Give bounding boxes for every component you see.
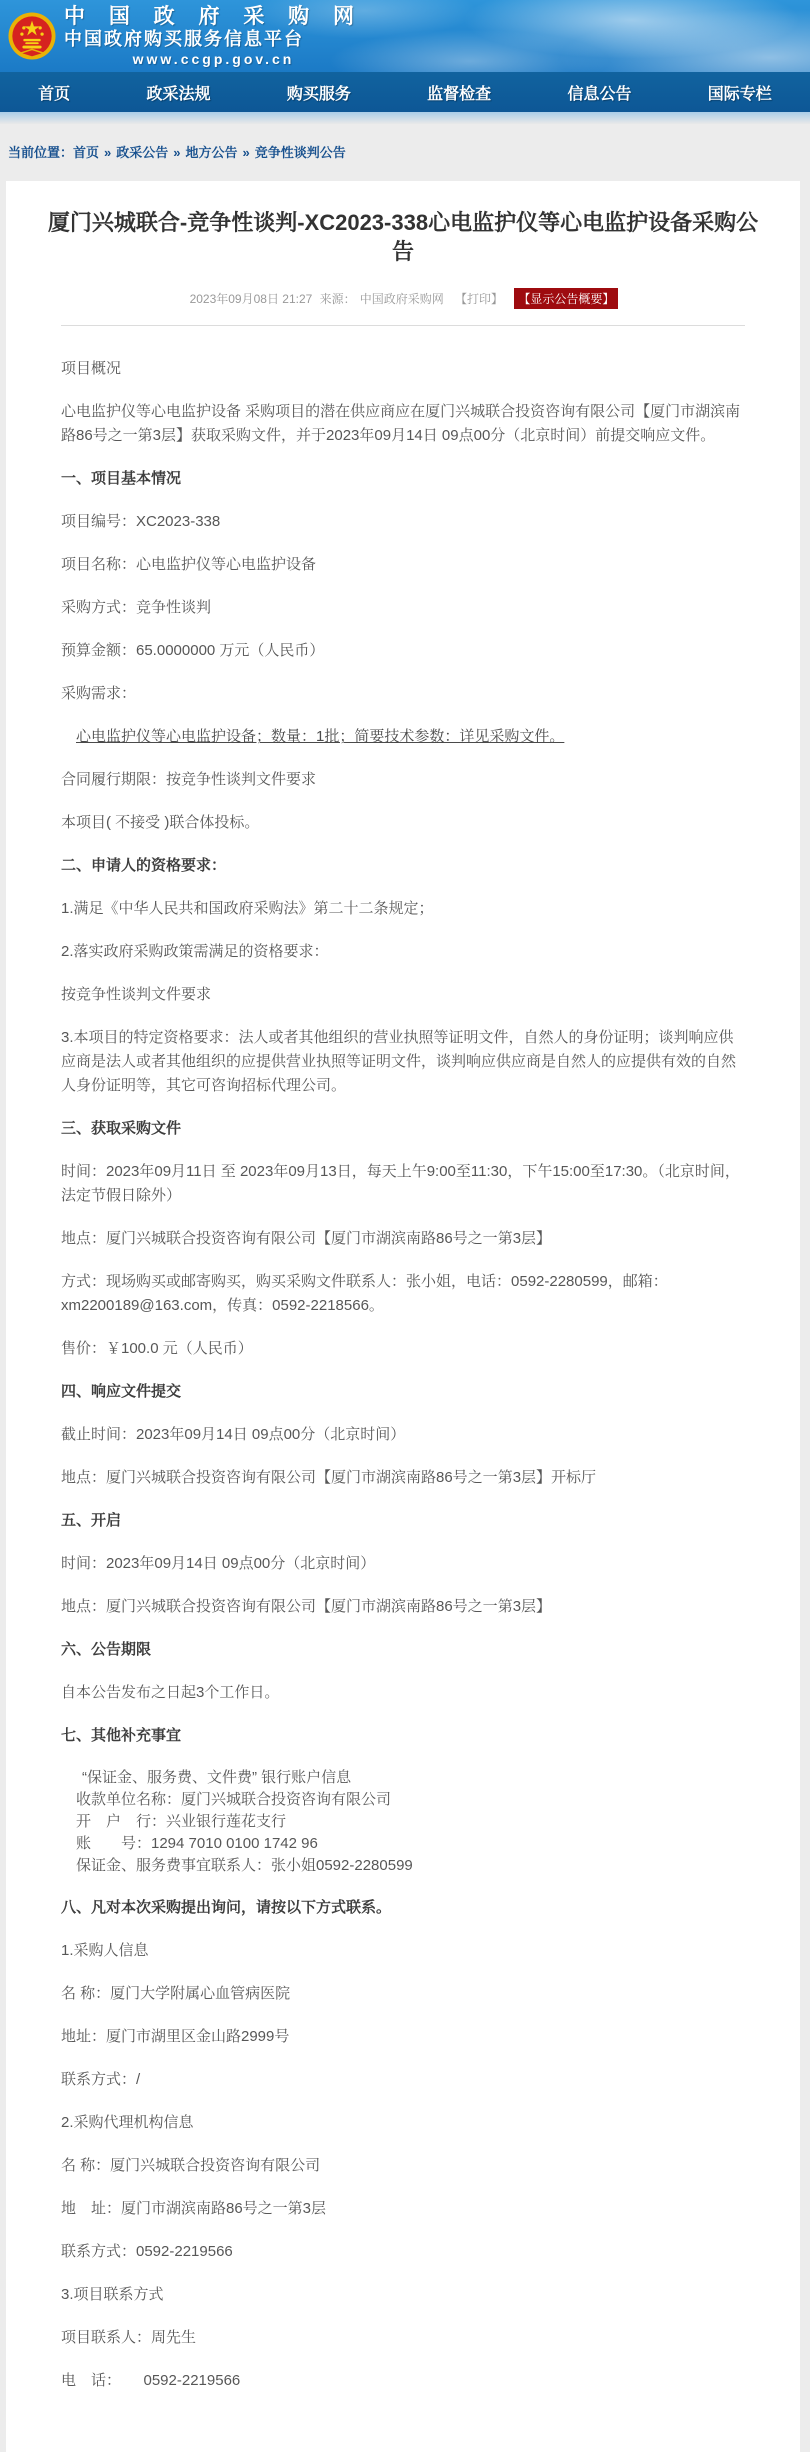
paragraph: 合同履行期限：按竞争性谈判文件要求 — [61, 771, 317, 789]
paragraph: 联系方式：0592-2219566 — [61, 2243, 233, 2261]
section-heading: 八、凡对本次采购提出询问，请按以下方式联系。 — [61, 1899, 392, 1917]
paragraph: 项目编号：XC2023-338 — [61, 513, 221, 531]
paragraph: 地点：厦门兴城联合投资咨询有限公司【厦门市湖滨南路86号之一第3层】 — [61, 1598, 552, 1616]
breadcrumb — [0, 124, 810, 181]
nav-item-3[interactable]: 购买服务 — [286, 85, 351, 103]
paragraph: 预算金额：65.0000000 万元（人民币） — [61, 642, 325, 660]
nav-item-5[interactable]: 信息公告 — [567, 85, 632, 103]
section-heading: 一、项目基本情况 — [61, 470, 182, 488]
article-body — [6, 326, 800, 2393]
bank-info-line: 保证金、服务费事宜联系人：张小姐0592-2280599 — [76, 1857, 413, 1875]
nav-gradient-strip — [0, 112, 810, 124]
paragraph: 地址：厦门市湖里区金山路2999号 — [61, 2028, 290, 2046]
breadcrumb-item[interactable]: 政采公告 — [116, 145, 169, 160]
print-button[interactable]: 【打印】 — [455, 292, 504, 307]
site-url: www.ccgp.gov.cn — [132, 51, 295, 67]
paragraph: 2.落实政府采购政策需满足的资格要求： — [61, 943, 329, 961]
paragraph: 项目名称：心电监护仪等心电监护设备 — [61, 556, 317, 574]
source-label: 来源： — [319, 292, 356, 307]
bank-info-line: 收款单位名称：厦门兴城联合投资咨询有限公司 — [76, 1791, 392, 1809]
section-heading: 三、获取采购文件 — [61, 1120, 182, 1138]
paragraph: 地点：厦门兴城联合投资咨询有限公司【厦门市湖滨南路86号之一第3层】 — [61, 1230, 552, 1248]
national-emblem-icon — [8, 12, 56, 60]
paragraph: 采购方式：竞争性谈判 — [61, 599, 212, 617]
paragraph: 1.采购人信息 — [61, 1942, 149, 1960]
paragraph: 截止时间：2023年09月14日 09点00分（北京时间） — [61, 1426, 406, 1444]
paragraph: 地点：厦门兴城联合投资咨询有限公司【厦门市湖滨南路86号之一第3层】开标厅 — [61, 1469, 597, 1487]
section-heading: 二、申请人的资格要求： — [61, 857, 227, 875]
paragraph: 自本公告发布之日起3个工作日。 — [61, 1684, 280, 1702]
breadcrumb-separator: » — [173, 145, 181, 160]
bank-info-block — [76, 1767, 745, 1877]
paragraph: 本项目( 不接受 )联合体投标。 — [61, 814, 260, 832]
main-nav — [0, 72, 810, 112]
paragraph: 项目联系人：周先生 — [61, 2329, 197, 2347]
site-titles — [64, 6, 363, 66]
bank-info-line: 账 号：1294 7010 0100 1742 96 — [76, 1835, 318, 1853]
source-name: 中国政府采购网 — [359, 292, 444, 307]
breadcrumb-prefix: 当前位置： — [8, 145, 74, 160]
show-summary-button[interactable]: 【显示公告概要】 — [514, 288, 618, 309]
article-meta — [6, 288, 800, 309]
site-header — [0, 0, 810, 72]
site-logo[interactable] — [8, 6, 363, 66]
nav-item-4[interactable]: 监督检查 — [427, 85, 492, 103]
publish-datetime: 2023年09月08日 21:27 — [189, 292, 313, 307]
nav-item-2[interactable]: 政采法规 — [146, 85, 211, 103]
paragraph: 售价：￥100.0 元（人民币） — [61, 1340, 253, 1358]
nav-item-6[interactable]: 国际专栏 — [707, 85, 772, 103]
paragraph: 心电监护仪等心电监护设备 采购项目的潜在供应商应在厦门兴城联合投资咨询有限公司【厦门市湖滨南路86号之一第3层】获取采购文件，并于2023年09月14日 09点00分（北京时间）前提交响应文件。 — [61, 403, 741, 445]
site-subtitle: 中国政府购买服务信息平台 — [64, 29, 304, 49]
paragraph: 心电监护仪等心电监护设备；数量：1批；简要技术参数：详见采购文件。 — [76, 728, 565, 746]
breadcrumb-trail — [73, 145, 346, 160]
section-heading: 七、其他补充事宜 — [61, 1727, 182, 1745]
section-heading: 四、响应文件提交 — [61, 1383, 182, 1401]
paragraph: 3.本项目的特定资格要求：法人或者其他组织的营业执照等证明文件，自然人的身份证明；谈判响应供应商是法人或者其他组织的应提供营业执照等证明文件，谈判响应供应商是自然人的应提供有效的自然人身份证明等，其它可咨询招标代理公司。 — [61, 1029, 737, 1095]
paragraph: 按竞争性谈判文件要求 — [61, 986, 212, 1004]
paragraph: 时间：2023年09月14日 09点00分（北京时间） — [61, 1555, 376, 1573]
breadcrumb-item[interactable]: 竞争性谈判公告 — [254, 145, 346, 160]
paragraph: 电 话： 0592-2219566 — [61, 2372, 241, 2390]
breadcrumb-separator: » — [104, 145, 112, 160]
bank-info-line: 开 户 行：兴业银行莲花支行 — [76, 1813, 287, 1831]
section-heading: 六、公告期限 — [61, 1641, 152, 1659]
site-name: 中 国 政 府 采 购 网 — [64, 5, 364, 28]
paragraph: 时间：2023年09月11日 至 2023年09月13日，每天上午9:00至11:30，下午15:00至17:30。（北京时间，法定节假日除外） — [61, 1163, 740, 1205]
paragraph: 方式：现场购买或邮寄购买，购买采购文件联系人：张小姐，电话：0592-2280599，邮箱：xm2200189@163.com，传真：0592-2218566。 — [61, 1273, 668, 1315]
paragraph: 地 址：厦门市湖滨南路86号之一第3层 — [61, 2200, 327, 2218]
section-heading: 五、开启 — [61, 1512, 122, 1530]
breadcrumb-item[interactable]: 地方公告 — [185, 145, 238, 160]
paragraph: 项目概况 — [61, 360, 122, 378]
nav-item-1[interactable]: 首页 — [38, 85, 71, 103]
paragraph: 2.采购代理机构信息 — [61, 2114, 194, 2132]
paragraph: 1.满足《中华人民共和国政府采购法》第二十二条规定； — [61, 900, 434, 918]
breadcrumb-item[interactable]: 首页 — [73, 145, 100, 160]
paragraph: 名 称：厦门大学附属心血管病医院 — [61, 1985, 291, 2003]
announcement-content-box — [6, 181, 800, 2452]
paragraph: 联系方式：/ — [61, 2071, 141, 2089]
paragraph: 名 称：厦门兴城联合投资咨询有限公司 — [61, 2157, 321, 2175]
bank-info-line: “保证金、服务费、文件费” 银行账户信息 — [82, 1769, 352, 1787]
paragraph: 3.项目联系方式 — [61, 2286, 164, 2304]
page-title: 厦门兴城联合-竞争性谈判-XC2023-338心电监护仪等心电监护设备采购公告 — [47, 210, 759, 264]
paragraph: 采购需求： — [61, 685, 137, 703]
breadcrumb-separator: » — [242, 145, 250, 160]
